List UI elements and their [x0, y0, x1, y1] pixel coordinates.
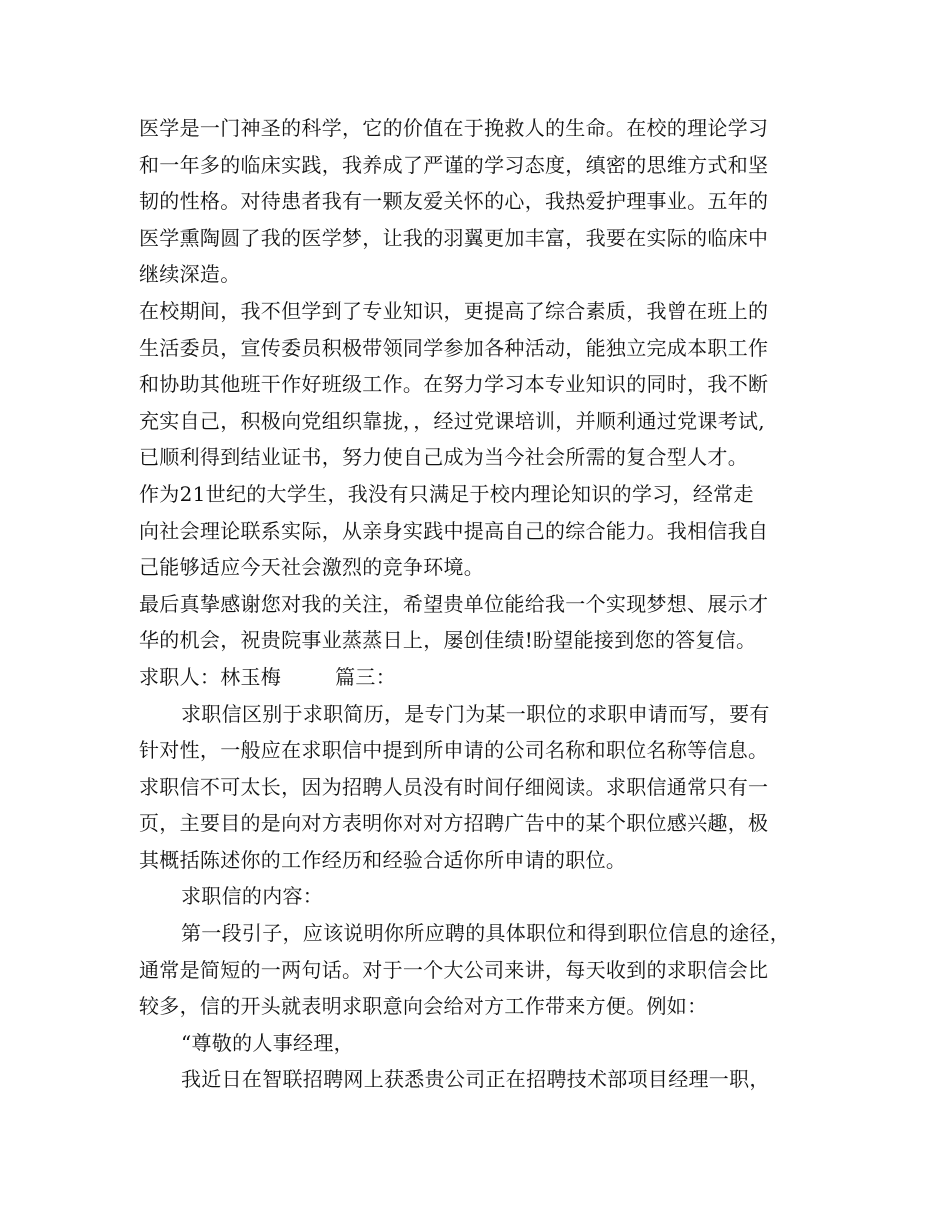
text-line: 生活委员，宣传委员积极带领同学参加各种活动，能独立完成本职工作: [139, 335, 769, 360]
text-line: 求职信不可太长，因为招聘人员没有时间仔细阅读。求职信通常只有一: [139, 774, 769, 799]
text-line: 在校期间，我不但学到了专业知识，更提高了综合素质，我曾在班上的: [139, 298, 769, 323]
text-line: 页，主要目的是向对方表明你对对方招聘广告中的某个职位感兴趣，极: [139, 811, 769, 836]
text-line: 针对性，一般应在求职信中提到所申请的公司名称和职位名称等信息。: [139, 738, 769, 763]
signature-line: [139, 659, 819, 696]
text-line: 医学是一门神圣的科学，它的价值在于挽救人的生命。在校的理论学习: [139, 116, 769, 140]
text-line: 充实自己，积极向党组织靠拢，，经过党课培训，并顺利通过党课考试,: [139, 408, 765, 433]
text-line: “尊敬的人事经理，: [181, 1030, 354, 1055]
text-line: 求职信区别于求职简历，是专门为某一职位的求职申请而写，要有: [181, 701, 770, 726]
signature: 求职人：林玉梅: [139, 664, 282, 689]
text-line: 和一年多的临床实践，我养成了严谨的学习态度，缜密的思维方式和坚: [139, 152, 769, 177]
text-line: 医学熏陶圆了我的医学梦，让我的羽翼更加丰富，我要在实际的临床中: [139, 225, 769, 250]
text-line: 继续深造。: [139, 262, 241, 287]
document-body: [139, 110, 819, 1098]
section-label: 篇三：: [335, 664, 397, 689]
text-line: 第一段引子，应该说明你所应聘的具体职位和得到职位信息的途径，: [181, 921, 790, 946]
text-line: 向社会理论联系实际，从亲身实践中提高自己的综合能力。我相信我自: [139, 518, 769, 543]
text-line: 作为21世纪的大学生，我没有只满足于校内理论知识的学习，经常走: [139, 481, 754, 506]
text-line: 已顺利得到结业证书，努力使自己成为当今社会所需的复合型人才。: [139, 445, 748, 470]
text-line: 己能够适应今天社会激烈的竞争环境。: [139, 555, 485, 580]
text-line: 华的机会，祝贵院事业蒸蒸日上，屡创佳绩!盼望能接到您的答复信。: [139, 628, 757, 653]
text-line: 韧的性格。对待患者我有一颗友爱关怀的心，我热爱护理事业。五年的: [139, 189, 769, 214]
text-line: 最后真挚感谢您对我的关注，希望贵单位能给我一个实现梦想、展示才: [139, 591, 769, 616]
text-line: 通常是简短的一两句话。对于一个大公司来讲，每天收到的求职信会比: [139, 957, 769, 982]
text-line: 我近日在智联招聘网上获悉贵公司正在招聘技术部项目经理一职，: [181, 1067, 770, 1092]
text-line: 较多，信的开头就表明求职意向会给对方工作带来方便。例如：: [139, 994, 708, 1019]
text-line: 和协助其他班干作好班级工作。在努力学习本专业知识的同时，我不断: [139, 372, 769, 397]
heading-line: 求职信的内容：: [181, 884, 324, 909]
text-line: 其概括陈述你的工作经历和经验合适你所申请的职位。: [139, 847, 627, 872]
